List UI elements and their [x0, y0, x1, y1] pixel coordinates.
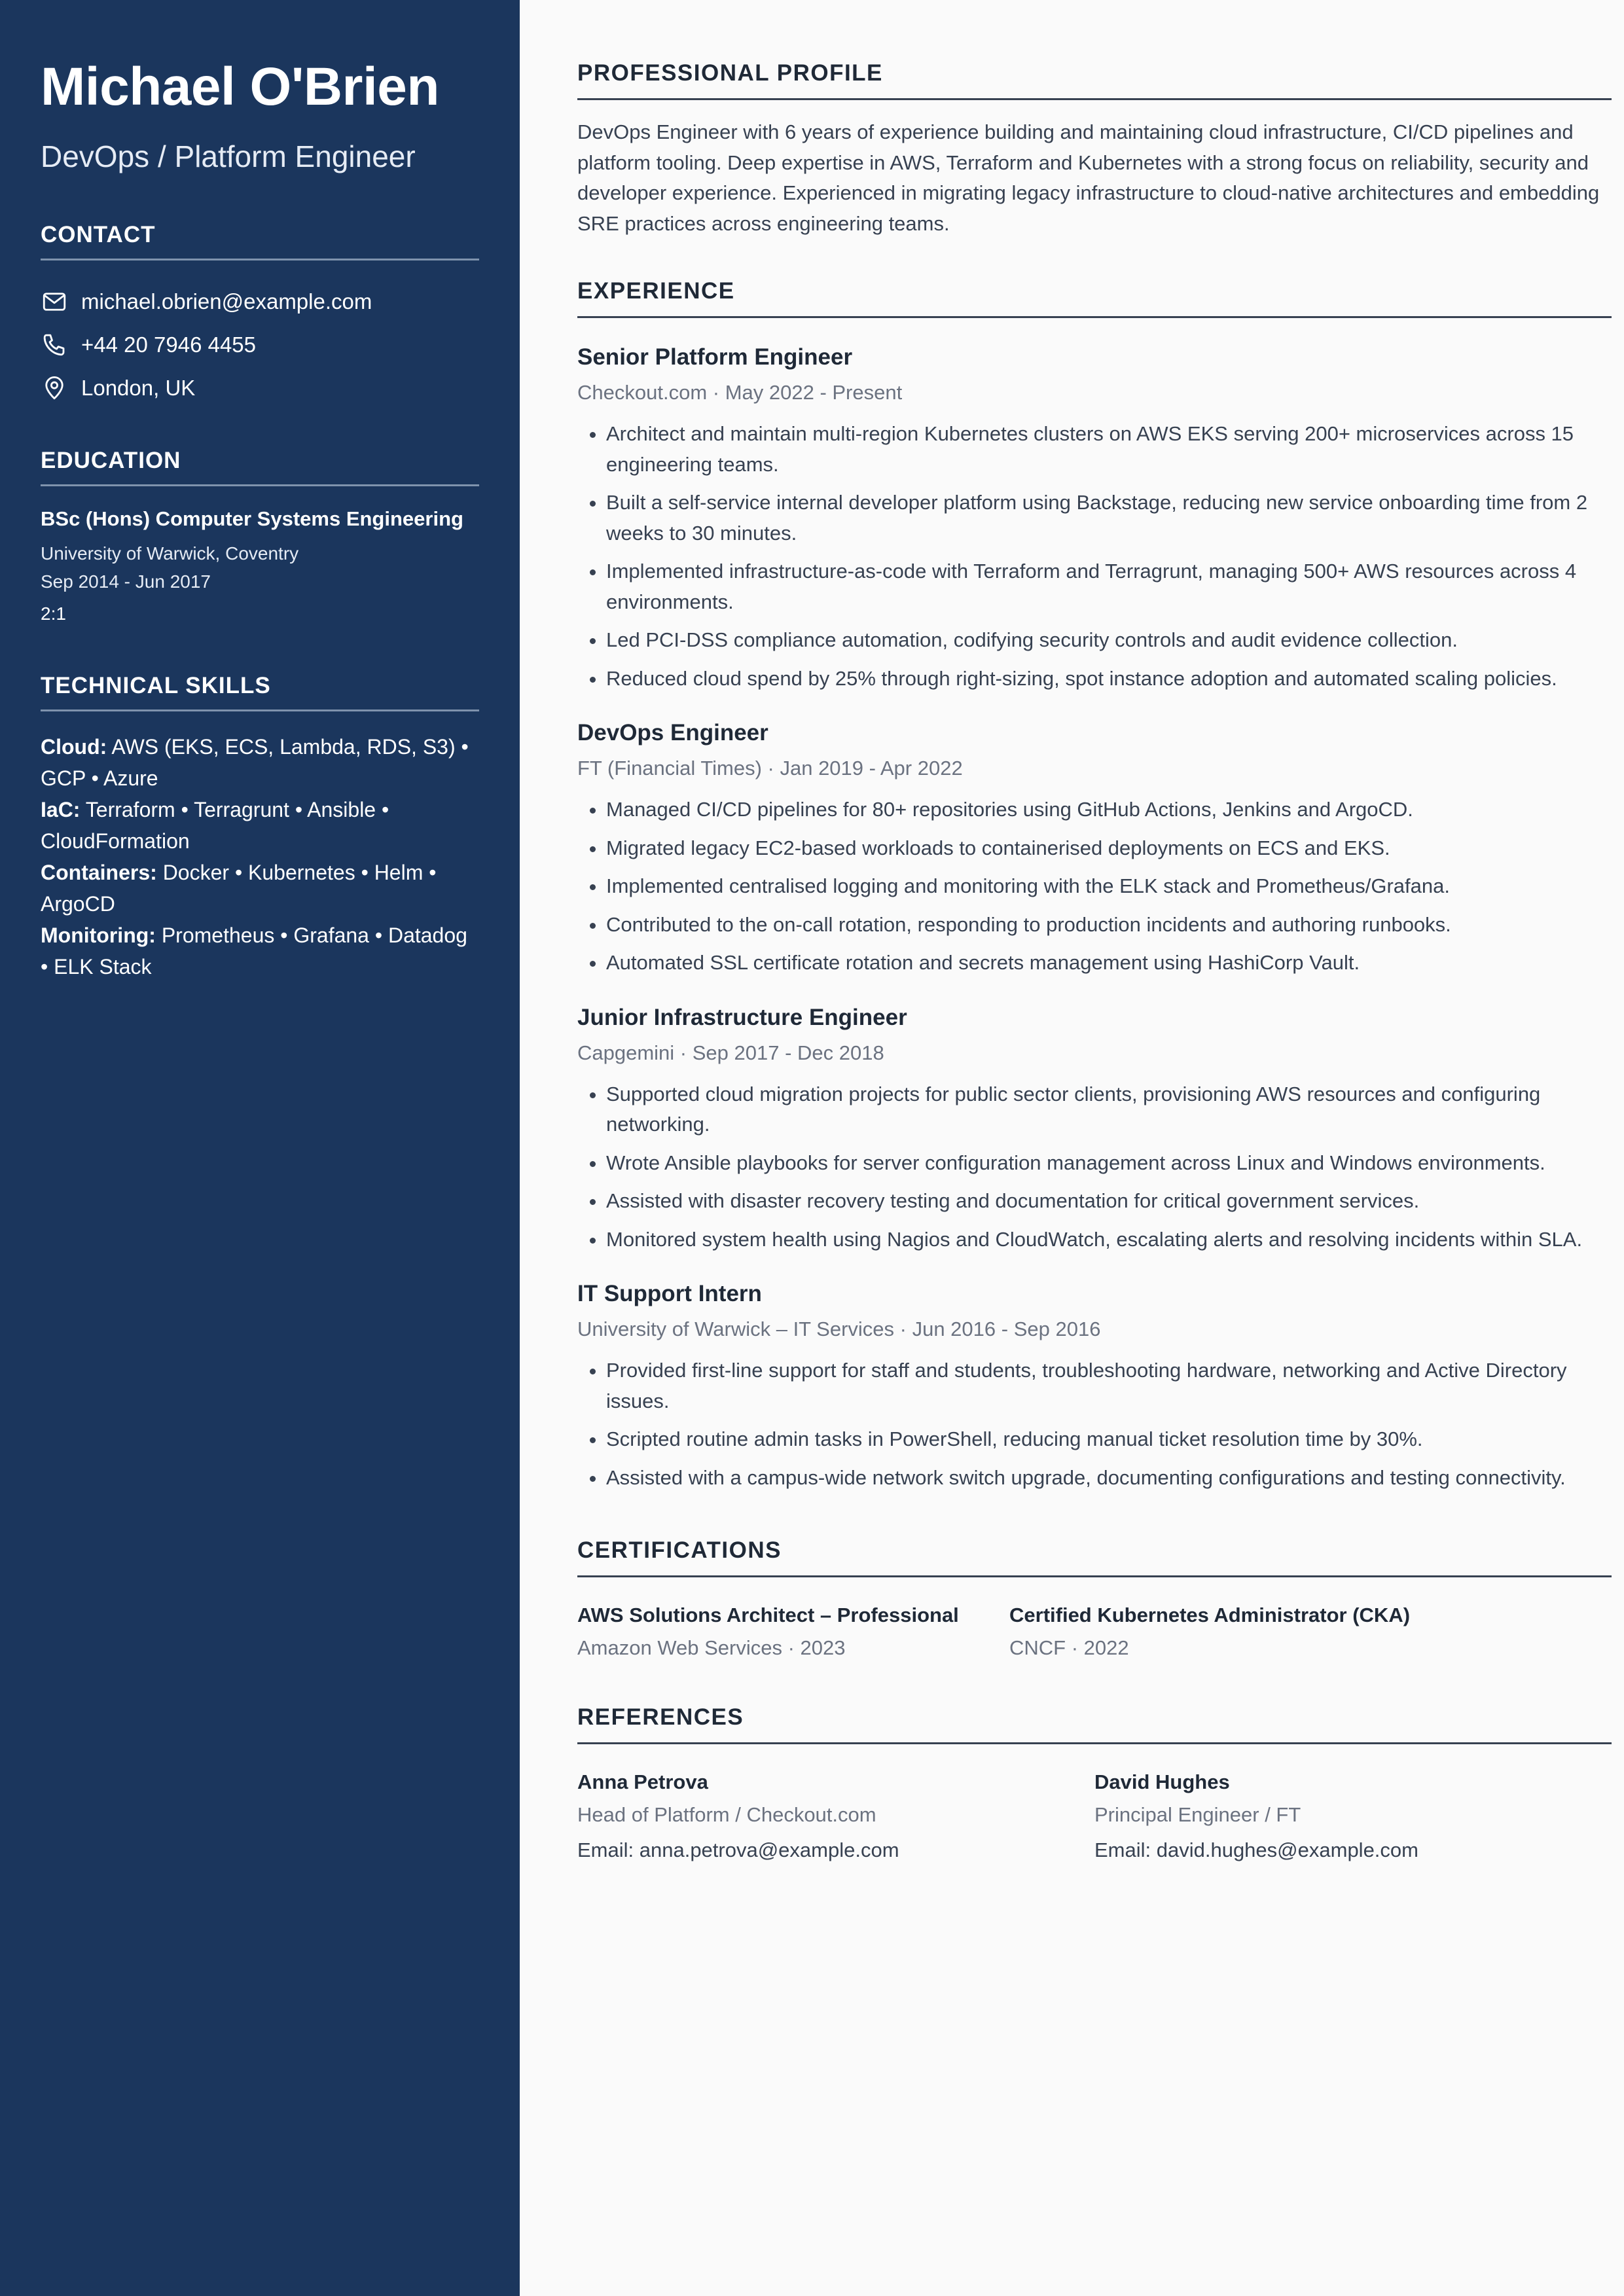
- skills-section: [41, 673, 479, 982]
- education-school: University of Warwick, Coventry: [41, 543, 299, 564]
- education-grade: 2:1: [41, 603, 66, 624]
- job-bullet: • Reduced cloud spend by 25% through right-sizing, spot instance adoption and automated scaling policies.: [606, 664, 1612, 694]
- education-section: [41, 448, 479, 628]
- skill-label: Cloud:: [41, 734, 107, 759]
- experience-section: [577, 278, 1612, 1493]
- skill-value: Prometheus • Grafana • Datadog • ELK Stack: [41, 923, 467, 978]
- certifications-section: [577, 1537, 1612, 1660]
- job-bullet: • Architect and maintain multi-region Kubernetes clusters on AWS EKS serving 200+ microservices across 15 engineering teams.: [606, 419, 1612, 480]
- certification-issuer: CNCF · 2022: [1009, 1636, 1129, 1659]
- job-bullet: • Migrated legacy EC2-based workloads to containerised deployments on ECS and EKS.: [606, 833, 1612, 864]
- skill-label: IaC:: [41, 797, 81, 821]
- job-meta: Capgemini · Sep 2017 - Dec 2018: [577, 1041, 884, 1064]
- skills-heading: TECHNICAL SKILLS: [41, 673, 479, 711]
- education-heading: EDUCATION: [41, 448, 479, 486]
- references-list: [577, 1770, 1612, 1862]
- skill-value: Docker • Kubernetes • Helm • ArgoCD: [41, 860, 437, 916]
- skill-line: [41, 857, 479, 920]
- reference-email[interactable]: Email: david.hughes@example.com: [1094, 1839, 1418, 1861]
- experience-heading: EXPERIENCE: [577, 278, 1612, 318]
- job-bullet: • Built a self-service internal developer platform using Backstage, reducing new service onboarding time from 2 weeks to 30 minutes.: [606, 488, 1612, 548]
- education-degree: BSc (Hons) Computer Systems Engineering: [41, 507, 463, 531]
- skill-line: [41, 731, 479, 794]
- contact-email-text: michael.obrien@example.com: [81, 289, 372, 314]
- job-meta: Checkout.com · May 2022 - Present: [577, 381, 903, 404]
- contact-phone-text: +44 20 7946 4455: [81, 332, 257, 357]
- education-dates: Sep 2014 - Jun 2017: [41, 571, 211, 592]
- job-bullet: • Managed CI/CD pipelines for 80+ repositories using GitHub Actions, Jenkins and ArgoCD.: [606, 795, 1612, 825]
- references-heading: REFERENCES: [577, 1704, 1612, 1744]
- job-bullets: [577, 1355, 1612, 1493]
- sidebar: [0, 0, 520, 2296]
- job-meta: University of Warwick – IT Services · Jun 2016 - Sep 2016: [577, 1318, 1101, 1340]
- job-bullet: • Assisted with a campus-wide network switch upgrade, documenting configurations and testing connectivity.: [606, 1463, 1612, 1494]
- job-bullet: • Wrote Ansible playbooks for server configuration management across Linux and Windows environments.: [606, 1148, 1612, 1179]
- contact-phone[interactable]: [41, 323, 479, 367]
- job-entry: [577, 1281, 1612, 1493]
- reference-email[interactable]: Email: anna.petrova@example.com: [577, 1839, 899, 1861]
- skill-label: Monitoring:: [41, 923, 156, 947]
- job-entry: [577, 1005, 1612, 1255]
- phone-icon: [41, 331, 68, 359]
- contact-section: [41, 222, 479, 410]
- reference-name: David Hughes: [1094, 1770, 1230, 1793]
- skill-value: AWS (EKS, ECS, Lambda, RDS, S3) • GCP • Azure: [41, 734, 469, 790]
- job-bullet: • Monitored system health using Nagios and CloudWatch, escalating alerts and resolving incidents within SLA.: [606, 1225, 1612, 1255]
- job-bullet: • Supported cloud migration projects for public sector clients, provisioning AWS resources and configuring networking.: [606, 1079, 1612, 1140]
- job-bullet: • Led PCI-DSS compliance automation, codifying security controls and audit evidence collection.: [606, 625, 1612, 656]
- contact-location: [41, 367, 479, 410]
- job-bullets: [577, 1079, 1612, 1255]
- reference-role: Principal Engineer / FT: [1094, 1803, 1301, 1826]
- candidate-title: DevOps / Platform Engineer: [41, 139, 416, 174]
- job-bullets: [577, 419, 1612, 694]
- job-bullet: • Provided first-line support for staff and students, troubleshooting hardware, networking and Active Directory issues.: [606, 1355, 1612, 1416]
- map-pin-icon: [41, 374, 68, 402]
- skill-label: Containers:: [41, 860, 157, 884]
- skill-line: [41, 920, 479, 982]
- certification-item: [1009, 1604, 1441, 1660]
- certifications-heading: CERTIFICATIONS: [577, 1537, 1612, 1577]
- job-bullet: • Scripted routine admin tasks in PowerShell, reducing manual ticket resolution time by 30%.: [606, 1424, 1612, 1455]
- candidate-name: Michael O'Brien: [41, 57, 439, 117]
- job-bullet: • Assisted with disaster recovery testing and documentation for critical government services.: [606, 1186, 1612, 1217]
- job-entry: [577, 344, 1612, 694]
- job-bullets: [577, 795, 1612, 978]
- job-bullet: • Implemented infrastructure-as-code with Terraform and Terragrunt, managing 500+ AWS resources across 4 environments.: [606, 556, 1612, 617]
- certification-name: Certified Kubernetes Administrator (CKA): [1009, 1604, 1411, 1626]
- profile-heading: PROFESSIONAL PROFILE: [577, 60, 1612, 100]
- contact-location-text: London, UK: [81, 376, 196, 401]
- reference-name: Anna Petrova: [577, 1770, 708, 1793]
- job-bullet: • Automated SSL certificate rotation and secrets management using HashiCorp Vault.: [606, 948, 1612, 978]
- reference-role: Head of Platform / Checkout.com: [577, 1803, 876, 1826]
- mail-icon: [41, 288, 68, 315]
- main-content: [520, 0, 1624, 2296]
- job-title: Junior Infrastructure Engineer: [577, 1004, 907, 1030]
- reference-item: [1094, 1770, 1612, 1862]
- profile-summary: DevOps Engineer with 6 years of experience building and maintaining cloud infrastructure, CI/CD pipelines and platform tooling. Deep expertise in AWS, Terraform and Kubernetes with a strong focus on reliability, security and developer experience. Experienced in migrating legacy infrastructure to cloud-native architectures and embedding SRE practices across engineering teams.: [577, 120, 1600, 235]
- job-title: Senior Platform Engineer: [577, 344, 853, 370]
- job-title: IT Support Intern: [577, 1281, 762, 1306]
- job-title: DevOps Engineer: [577, 720, 768, 745]
- skill-line: [41, 794, 479, 857]
- contact-heading: CONTACT: [41, 222, 479, 260]
- reference-item: [577, 1770, 1094, 1862]
- contact-email[interactable]: [41, 280, 479, 323]
- job-bullet: • Contributed to the on-call rotation, responding to production incidents and authoring runbooks.: [606, 910, 1612, 941]
- job-bullet: • Implemented centralised logging and monitoring with the ELK stack and Prometheus/Grafana.: [606, 871, 1612, 902]
- certification-name: AWS Solutions Architect – Professional: [577, 1604, 959, 1626]
- skill-value: Terraform • Terragrunt • Ansible • CloudFormation: [41, 797, 389, 853]
- references-section: [577, 1704, 1612, 1862]
- certification-issuer: Amazon Web Services · 2023: [577, 1636, 846, 1659]
- certification-item: [577, 1604, 1009, 1660]
- job-entry: [577, 720, 1612, 978]
- certifications-list: [577, 1604, 1612, 1660]
- profile-section: [577, 60, 1612, 239]
- job-meta: FT (Financial Times) · Jan 2019 - Apr 2022: [577, 757, 963, 780]
